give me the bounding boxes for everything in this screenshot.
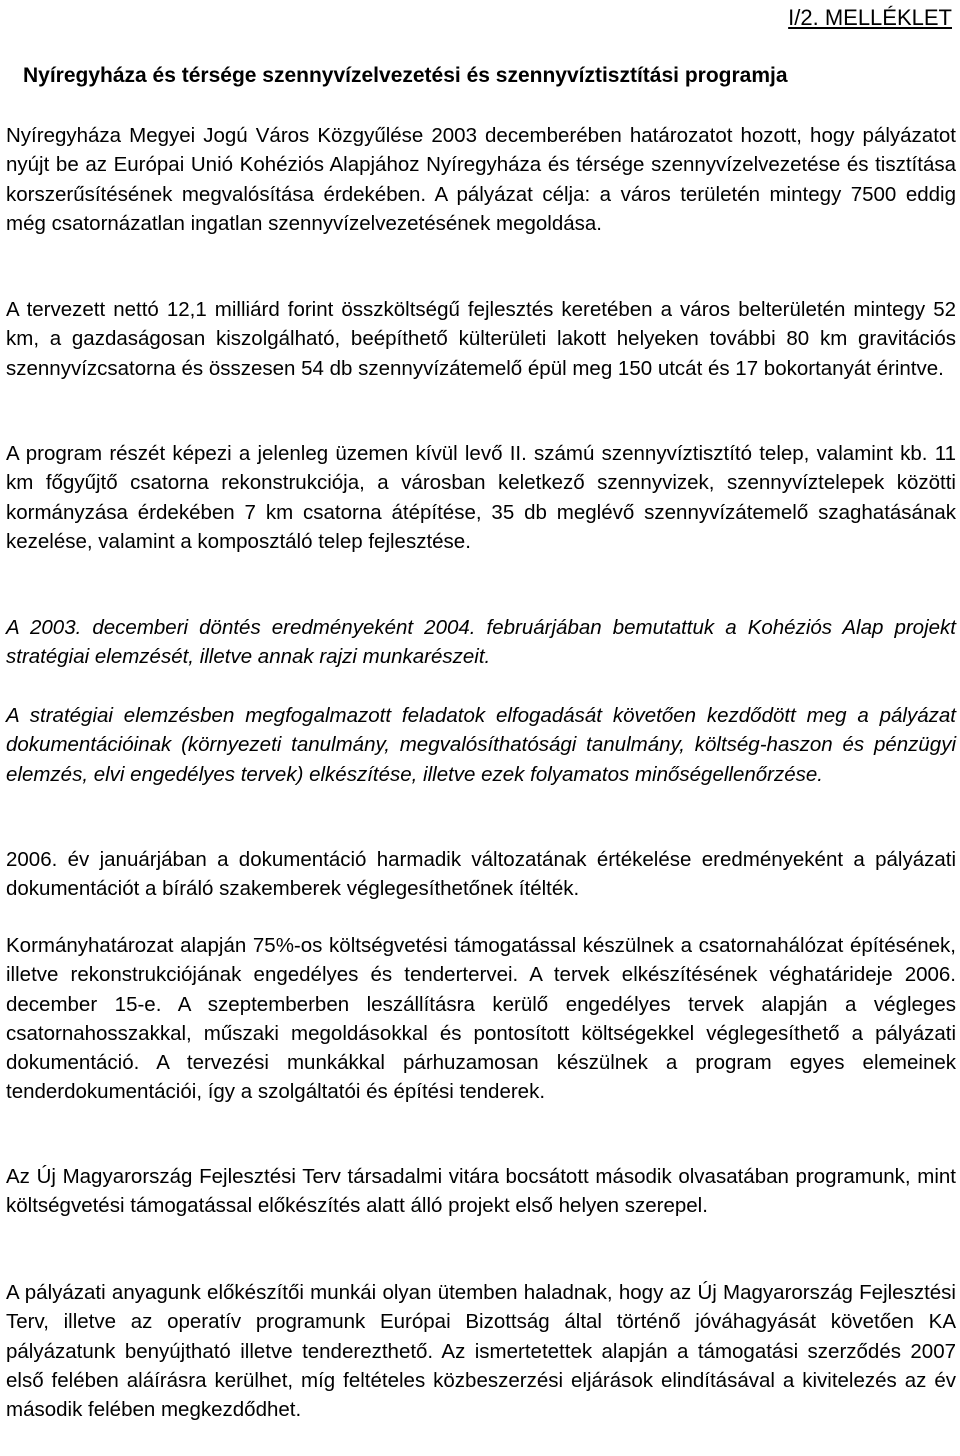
- paragraph-program-parts: A program részét képezi a jelenleg üzemen kívül levő II. számú szennyvíztisztító telep, valamint kb. 11 km főgyűjtő csatorna rekonstrukciója, a városban keletkező szennyvizek, szennyvíztelepek közötti kormányzása érdekében 7 km csatorna átépítése, 35 db meglévő szennyvízátemelő szaghatásának kezelése, valamint a komposztáló telep fejlesztése.: [6, 442, 956, 553]
- paragraph-preparation: A pályázati anyagunk előkészítői munkái olyan ütemben haladnak, hogy az Új Magyarország Fejlesztési Terv, illetve az operatív programunk Európai Bizottság által történő jóváhagyását követően KA pályázatunk benyújtható illetve tenderezthető. Az ismertetettek alapján a támogatási szerződés 2007 első felében aláírásra kerülhet, míg feltételes közbeszerzési eljárások elindításával a kivitelezés az év második felében megkezdődhet.: [6, 1281, 956, 1422]
- annex-label: I/2. MELLÉKLET: [788, 5, 952, 30]
- paragraph-development-plan: Az Új Magyarország Fejlesztési Terv társadalmi vitára bocsátott második olvasatában programunk, mint költségvetési támogatással előkészítés alatt álló projekt első helyen szerepel.: [6, 1165, 956, 1218]
- paragraph-intro: Nyíregyháza Megyei Jogú Város Közgyűlése 2003 decemberében határozatot hozott, hogy pályázatot nyújt be az Európai Unió Kohéziós Alapjához Nyíregyháza és térsége szennyvízelvezetése és tisztítása korszerűsítésének megvalósítása érdekében. A pályázat célja: a város területén mintegy 7500 eddig még csatornázatlan ingatlan szennyvízelvezetésének megoldása.: [6, 124, 956, 235]
- paragraph-decision: A 2003. decemberi döntés eredményeként 2004. februárjában bemutattuk a Kohéziós Alap projekt stratégiai elemzését, illetve annak rajzi munkarészeit.: [6, 616, 956, 669]
- paragraph-government-decision: Kormányhatározat alapján 75%-os költségvetési támogatással készülnek a csatornahálózat építésének, illetve rekonstrukciójának engedélyes és tendertervei. A tervek elkészítésének véghatárideje 2006. december 15-e. A szeptemberben leszállításra kerülő engedélyes tervek alapján a végleges csatornahosszakkal, műszaki megoldásokkal és pontosított költségekkel véglegesíthető a pályázati dokumentáció. A tervezési munkákkal párhuzamosan készülnek a program egyes elemeinek tenderdokumentációi, így a szolgáltatói és építési tenderek.: [6, 934, 956, 1104]
- paragraph-scope: A tervezett nettó 12,1 milliárd forint összköltségű fejlesztés keretében a város belterületén mintegy 52 km, a gazdaságosan kiszolgálható, beépíthető külterületi lakott helyeken további 80 km gravitációs szennyvízcsatorna és összesen 54 db szennyvízátemelő épül meg 150 utcát és 17 bokortanyát érintve.: [6, 298, 956, 380]
- paragraph-strategy: A stratégiai elemzésben megfogalmazott feladatok elfogadását követően kezdődött meg a pályázat dokumentációinak (környezeti tanulmány, megvalósíthatósági tanulmány, költség-haszon és pénzügyi elemzés, elvi engedélyes tervek) elkészítése, illetve ezek folyamatos minőségellenőrzése.: [6, 704, 956, 786]
- document-title: Nyíregyháza és térsége szennyvízelvezetési és szennyvíztisztítási programja: [23, 64, 788, 87]
- paragraph-evaluation: 2006. év januárjában a dokumentáció harmadik változatának értékelése eredményeként a pályázati dokumentációt a bíráló szakemberek véglegesíthetőnek ítélték.: [6, 848, 956, 901]
